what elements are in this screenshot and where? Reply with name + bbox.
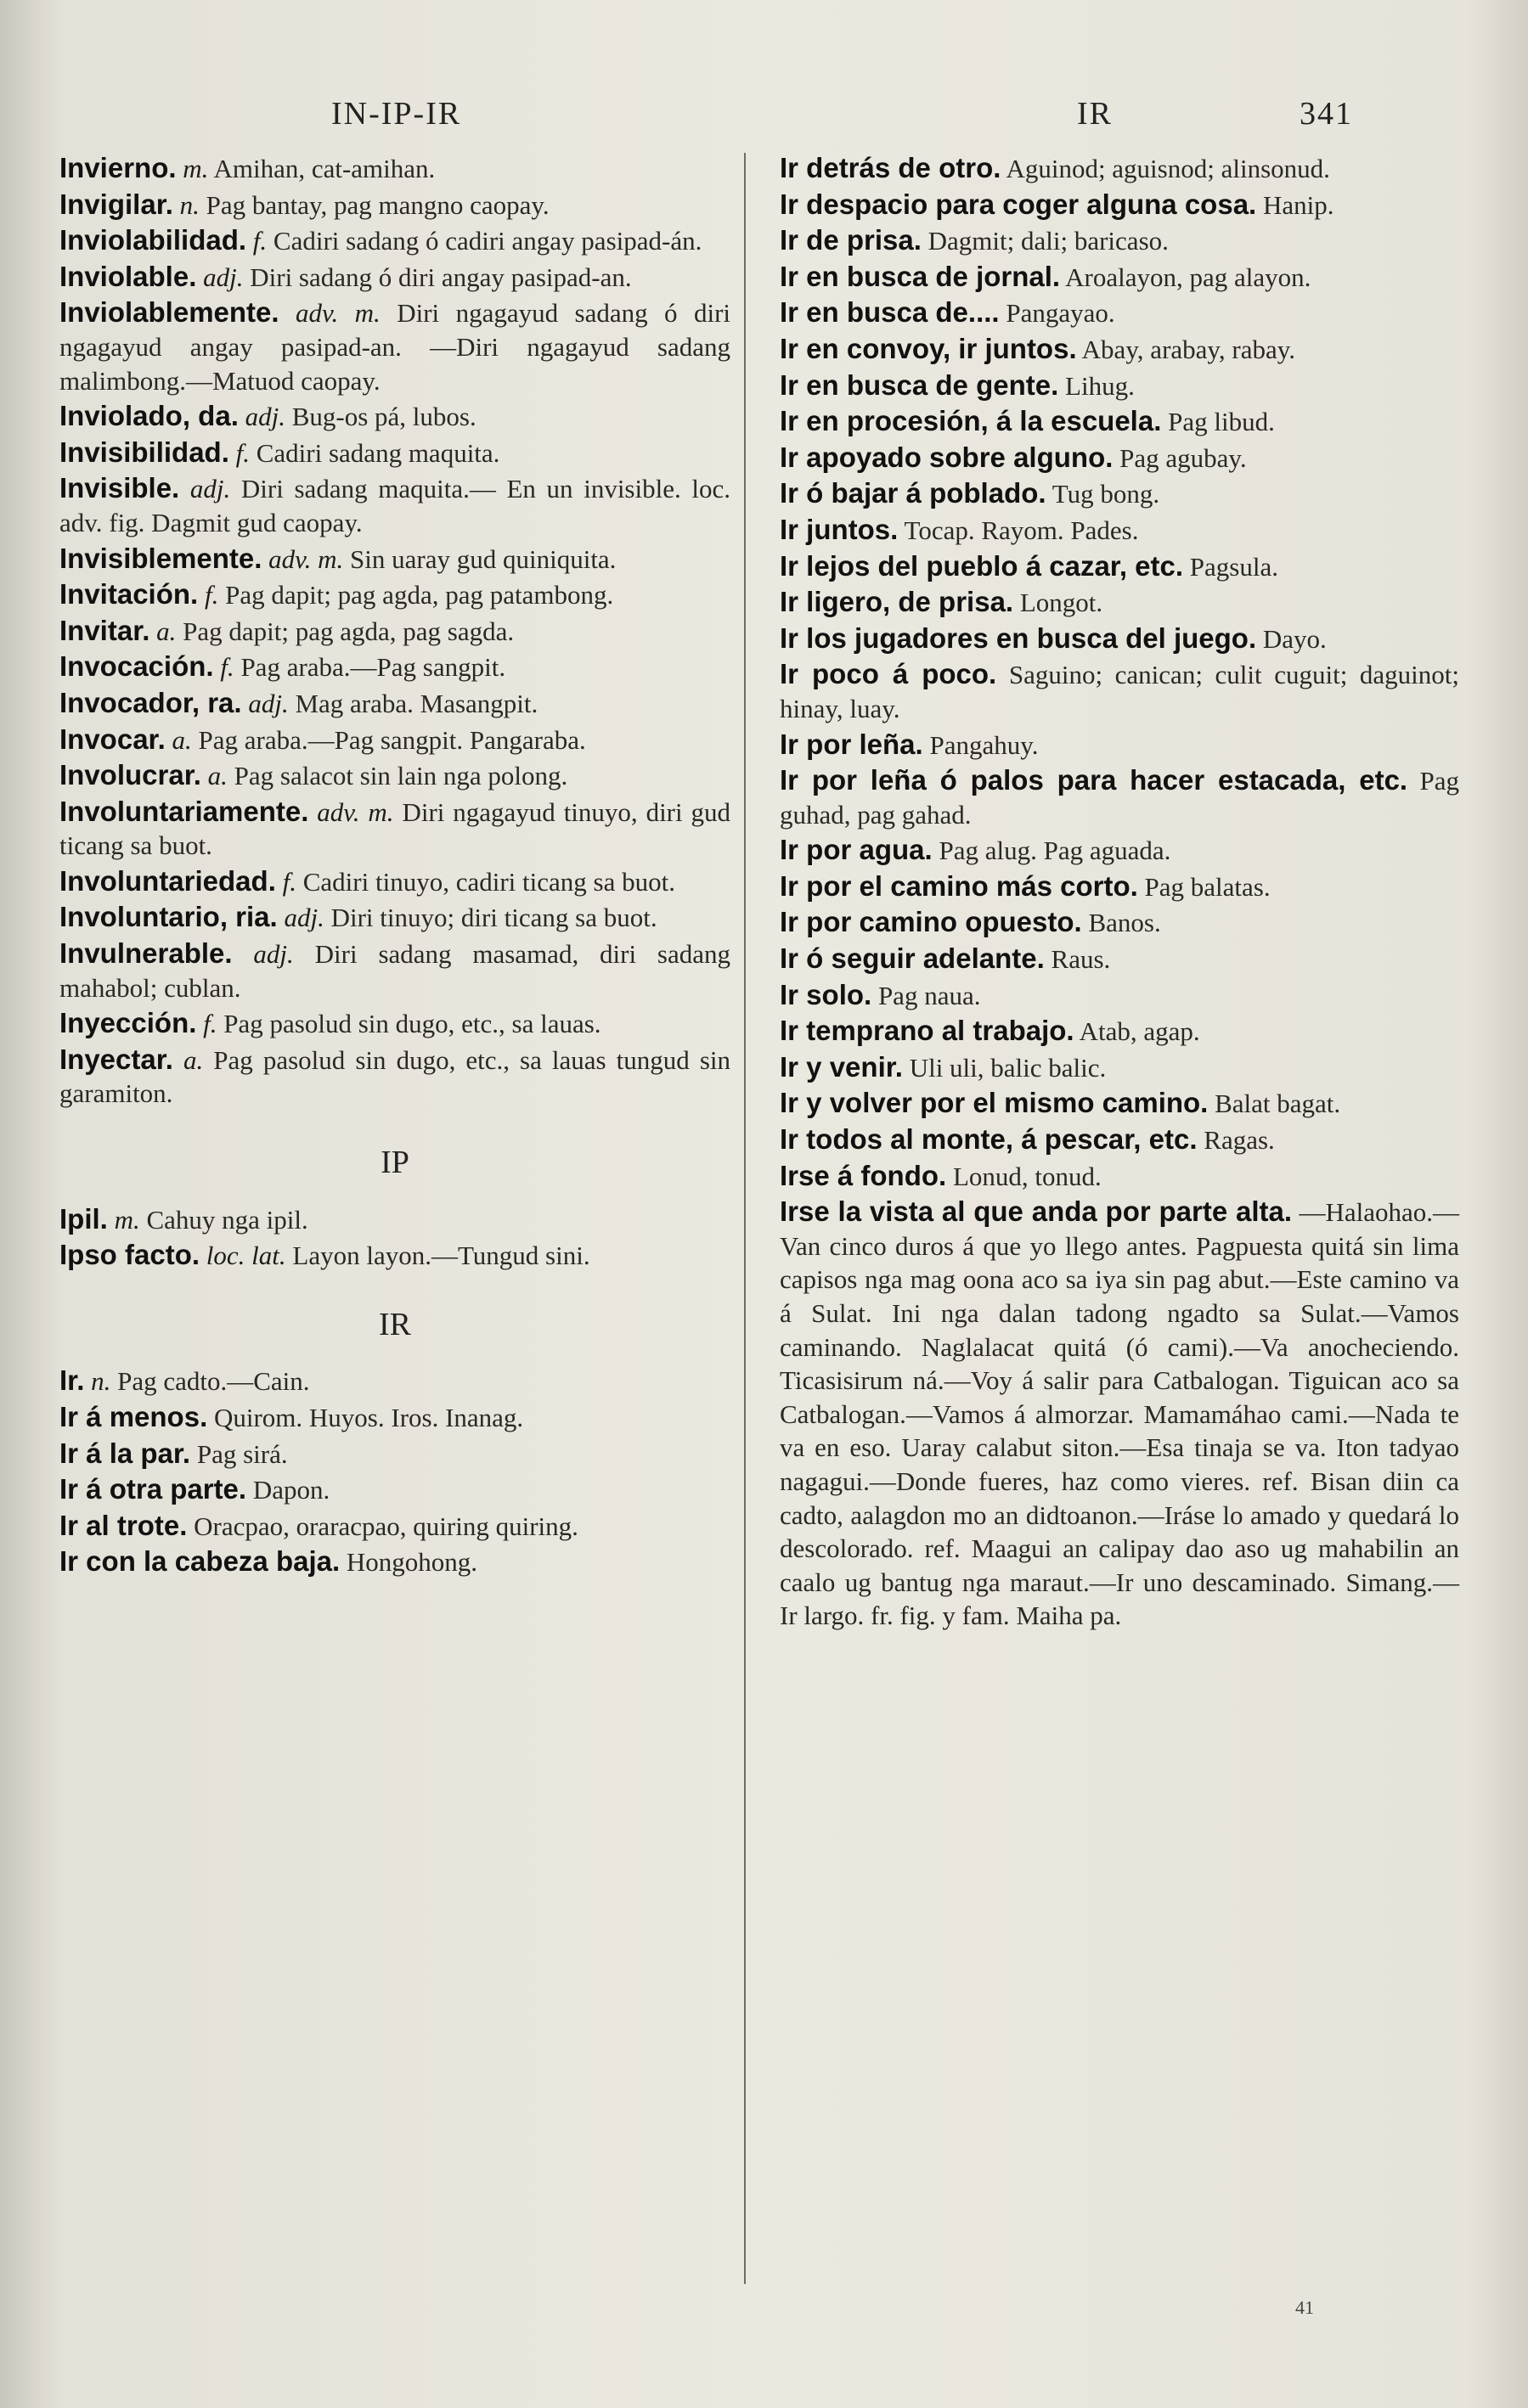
- section-heading-ip: IP: [381, 1145, 409, 1181]
- entry-definition: Raus.: [1051, 944, 1111, 975]
- entry-part-of-speech: adj.: [253, 939, 294, 970]
- entry-definition: Oracpao, oraracpao, quiring quiring.: [194, 1511, 578, 1541]
- entry-part-of-speech: adj.: [248, 688, 289, 718]
- entry-headword: Ir ligero, de prisa.: [780, 586, 1014, 618]
- entry-part-of-speech: adv. m.: [296, 298, 381, 329]
- dictionary-entry: [780, 1014, 1459, 1049]
- dictionary-entry: [780, 728, 1459, 762]
- left-column: [59, 151, 730, 1581]
- entry-definition: Pag salacot sin lain nga polong.: [234, 761, 568, 791]
- entry-definition: Cadiri sadang ó cadiri angay pasipad-án.: [273, 226, 702, 256]
- entry-headword: Ir á menos.: [59, 1401, 208, 1432]
- entry-headword: Invigilar.: [59, 188, 173, 220]
- dictionary-entry: [780, 1122, 1459, 1157]
- entry-headword: Invocador, ra.: [59, 686, 242, 718]
- entry-definition: Hongohong.: [346, 1547, 478, 1578]
- entry-definition: Pag pasolud sin dugo, etc., sa lauas tungud sin garamiton.: [59, 1044, 731, 1109]
- dictionary-entry: [59, 542, 730, 577]
- dictionary-entry: [780, 332, 1459, 367]
- entry-part-of-speech: a.: [207, 761, 228, 791]
- entry-definition: —Halaohao.—Van cinco duros á que yo llego antes. Pagpuesta quitá sin lima capisos nga mag oona aco sa iya sin pag abut.—Este camino va á Sulat. Ini nga dalan tadong ngadto sa Sulat.—Vamos caminando. Naglalacat quitá (ó cami).—Va anocheciendo. Ticasisirum ná.—Voy á salir para Catbalogan. Tiguican aco sa Catbalogan.—Vamos á almorzar. Mamamáhao cami.—Nada te va en eso. Uaray calabut siton.—Esa tinaja se va. Iton tadyao nagagui.—Donde fueres, haz como vieres. ref. Bisan diin ca cadto, aalagdon mo an didtoanon.—Iráse lo amado y quedará lo descolorado. ref. Maagui an calipay dao aso ug mahabilin an caalo ug bantug nga maraut.—Ir uno descaminado. Simang.— Ir largo. fr. fig. y fam. Maiha pa.: [780, 1197, 1460, 1631]
- dictionary-entry: [59, 223, 730, 258]
- entry-definition: Dayo.: [1262, 623, 1327, 654]
- entry-headword: Involuntariamente.: [59, 795, 309, 827]
- entry-headword: Ir por leña.: [780, 728, 923, 760]
- entry-part-of-speech: m.: [114, 1204, 140, 1235]
- entry-definition: Uli uli, balic balic.: [909, 1052, 1107, 1083]
- entry-headword: Ir con la cabeza baja.: [59, 1545, 341, 1578]
- entry-headword: Ir á la par.: [59, 1437, 191, 1469]
- entry-headword: Ir en convoy, ir juntos.: [780, 332, 1077, 364]
- entry-headword: Ir por leña ó palos para hacer estacada, etc.: [780, 764, 1408, 796]
- dictionary-entry: [780, 476, 1459, 511]
- entry-part-of-speech: f.: [204, 580, 219, 610]
- dictionary-entry: [59, 900, 730, 935]
- entry-definition: Ragas.: [1204, 1125, 1275, 1156]
- dictionary-entry: [59, 614, 730, 649]
- entry-headword: Ir apoyado sobre alguno.: [780, 441, 1114, 473]
- entry-definition: Pag dapit; pag agda, pag sagda.: [183, 616, 515, 646]
- entry-part-of-speech: a.: [156, 616, 177, 646]
- dictionary-entry: [59, 151, 730, 186]
- dictionary-entry: [780, 188, 1459, 222]
- entry-definition: Mag araba. Masangpit.: [295, 688, 538, 718]
- dictionary-entry: [780, 260, 1459, 295]
- entry-headword: Invulnerable.: [59, 937, 233, 970]
- entry-headword: Ir en procesión, á la escuela.: [780, 405, 1162, 437]
- entry-headword: Ir temprano al trabajo.: [780, 1015, 1074, 1047]
- entry-definition: Diri ngagayud sadang ó diri ngagayud angay pasipad-an. —Diri ngagayud sadang malimbong.—Matuod caopay.: [59, 298, 731, 396]
- entry-headword: Ir por agua.: [780, 834, 933, 866]
- dictionary-entry: [59, 937, 730, 1004]
- dictionary-entry: [59, 1400, 730, 1435]
- dictionary-entry: [59, 1509, 730, 1544]
- entry-definition: Tug bong.: [1052, 479, 1160, 509]
- entry-headword: Invocar.: [59, 723, 166, 755]
- left-entries-ir: [59, 1364, 730, 1579]
- entry-headword: Ir por camino opuesto.: [780, 906, 1082, 938]
- entry-definition: Dagmit; dali; baricaso.: [928, 226, 1169, 256]
- dictionary-entry: [780, 585, 1459, 620]
- entry-definition: Tocap. Rayom. Pades.: [904, 515, 1139, 545]
- dictionary-entry: [59, 260, 730, 295]
- dictionary-entry: [780, 549, 1459, 584]
- dictionary-entry: [59, 1472, 730, 1507]
- dictionary-entry: [59, 1006, 730, 1041]
- entry-part-of-speech: f.: [203, 1009, 217, 1039]
- entry-definition: Aroalayon, pag alayon.: [1065, 262, 1311, 292]
- entry-headword: Ir en busca de....: [780, 296, 1000, 329]
- entry-headword: Invitar.: [59, 614, 150, 646]
- entry-headword: Ipso facto.: [59, 1239, 200, 1271]
- dictionary-entry: [59, 577, 730, 612]
- dictionary-entry: [780, 869, 1459, 904]
- entry-part-of-speech: adj.: [245, 402, 285, 432]
- entry-headword: Inviolabilidad.: [59, 224, 247, 256]
- entry-definition: Pag balatas.: [1144, 871, 1271, 902]
- entry-headword: Ir detrás de otro.: [780, 152, 1001, 183]
- section-heading-ir: IR: [379, 1306, 411, 1342]
- entry-definition: Banos.: [1088, 908, 1161, 938]
- dictionary-entry: [59, 686, 730, 721]
- entry-headword: Ir todos al monte, á pescar, etc.: [780, 1123, 1198, 1156]
- entry-headword: Involucrar.: [59, 759, 201, 791]
- entry-definition: Pangahuy.: [929, 729, 1039, 760]
- left-entries-in: [59, 151, 730, 1111]
- entry-headword: Ir los jugadores en busca del juego.: [780, 622, 1257, 654]
- entry-headword: Irse la vista al que anda por parte alta.: [780, 1196, 1293, 1228]
- dictionary-entry: [780, 1086, 1459, 1121]
- entry-definition: Pag bantay, pag mangno caopay.: [206, 189, 550, 220]
- entry-part-of-speech: adj.: [189, 474, 231, 504]
- dictionary-entry: [59, 723, 730, 757]
- entry-part-of-speech: f.: [282, 866, 296, 897]
- entry-part-of-speech: adj.: [203, 262, 244, 292]
- entry-headword: Ir en busca de jornal.: [780, 260, 1061, 292]
- entry-headword: Involuntario, ria.: [59, 901, 278, 933]
- dictionary-entry: [59, 471, 730, 539]
- dictionary-entry: [59, 399, 730, 434]
- entry-part-of-speech: n.: [179, 189, 200, 220]
- dictionary-entry: [780, 441, 1459, 475]
- entry-headword: Inviolablemente.: [59, 296, 279, 329]
- dictionary-entry: [780, 978, 1459, 1013]
- dictionary-entry: [59, 1202, 730, 1237]
- entry-part-of-speech: a.: [172, 724, 192, 755]
- entry-definition: Diri sadang maquita.— En un invisible. loc. adv. fig. Dagmit gud caopay.: [59, 474, 731, 537]
- page-number: 341: [1300, 96, 1353, 132]
- entry-definition: Diri sadang masamad, diri sadang mahabol; cublan.: [59, 939, 731, 1003]
- entry-headword: Invisibilidad.: [59, 436, 229, 468]
- dictionary-entry: [59, 1437, 730, 1471]
- dictionary-entry: [780, 657, 1459, 725]
- entry-part-of-speech: a.: [183, 1044, 204, 1075]
- dictionary-entry: [59, 758, 730, 793]
- entry-headword: Ir en busca de gente.: [780, 369, 1059, 401]
- entry-headword: Inviolado, da.: [59, 400, 239, 432]
- entry-definition: Pag libud.: [1168, 407, 1275, 437]
- entry-definition: Cahuy nga ipil.: [146, 1204, 308, 1235]
- entry-headword: Invisiblemente.: [59, 542, 262, 574]
- entry-headword: Ipil.: [59, 1202, 108, 1235]
- entry-headword: Invitación.: [59, 578, 199, 610]
- dictionary-entry: [59, 650, 730, 684]
- entry-definition: Balat bagat.: [1215, 1089, 1341, 1119]
- entry-definition: Pag dapit; pag agda, pag patambong.: [225, 580, 614, 610]
- entry-definition: Longot.: [1019, 588, 1103, 618]
- entry-headword: Irse á fondo.: [780, 1159, 947, 1191]
- signature-mark: 41: [1295, 2297, 1314, 2318]
- entry-headword: Ir despacio para coger alguna cosa.: [780, 188, 1257, 220]
- entry-headword: Ir.: [59, 1364, 85, 1397]
- entry-definition: Amihan, cat-amihan.: [213, 154, 436, 183]
- dictionary-entry: [780, 763, 1459, 831]
- dictionary-entry: [780, 223, 1459, 258]
- entry-headword: Ir lejos del pueblo á cazar, etc.: [780, 549, 1184, 582]
- dictionary-entry: [59, 1238, 730, 1273]
- dictionary-entry: [59, 1043, 730, 1111]
- entry-definition: Sin uaray gud quiniquita.: [350, 543, 617, 574]
- entry-definition: Pag alug. Pag aguada.: [939, 835, 1171, 866]
- dictionary-entry: [780, 1159, 1459, 1194]
- entry-definition: Cadiri sadang maquita.: [256, 437, 500, 468]
- dictionary-entry: [780, 905, 1459, 940]
- entry-definition: Pag guhad, pag gahad.: [780, 766, 1460, 830]
- entry-headword: Ir ó seguir adelante.: [780, 942, 1045, 975]
- entry-part-of-speech: adj.: [284, 903, 324, 933]
- entry-definition: Pag naua.: [877, 980, 981, 1010]
- dictionary-entry: [59, 1544, 730, 1579]
- entry-headword: Inyectar.: [59, 1043, 173, 1075]
- entry-definition: Cadiri tinuyo, cadiri ticang sa buot.: [302, 866, 675, 897]
- entry-definition: Diri sadang ó diri angay pasipad-an.: [250, 262, 632, 292]
- entry-headword: Inyección.: [59, 1007, 197, 1039]
- dictionary-entry: [780, 622, 1459, 656]
- entry-part-of-speech: f.: [235, 437, 250, 468]
- dictionary-entry: [780, 833, 1459, 868]
- left-entries-ip: [59, 1202, 730, 1273]
- entry-definition: Pagsula.: [1189, 551, 1278, 582]
- entry-headword: Invierno.: [59, 152, 177, 183]
- entry-part-of-speech: f.: [252, 226, 268, 256]
- entry-part-of-speech: adv. m.: [268, 543, 344, 574]
- entry-definition: Lihug.: [1065, 370, 1135, 401]
- entry-headword: Ir poco á poco.: [780, 658, 997, 690]
- dictionary-entry: [59, 1364, 730, 1398]
- dictionary-entry: [780, 1050, 1459, 1085]
- column-divider: [744, 153, 746, 2284]
- entry-headword: Ir á otra parte.: [59, 1473, 247, 1505]
- dictionary-entry: [780, 513, 1459, 548]
- entry-headword: Ir y volver por el mismo camino.: [780, 1087, 1209, 1119]
- entry-definition: Abay, arabay, rabay.: [1081, 334, 1295, 364]
- entry-definition: Quirom. Huyos. Iros. Inanag.: [213, 1403, 524, 1432]
- dictionary-entry: [780, 151, 1459, 186]
- dictionary-entry: [59, 795, 730, 863]
- entry-headword: Ir al trote.: [59, 1509, 188, 1541]
- entry-definition: Hanip.: [1262, 189, 1334, 220]
- entry-part-of-speech: loc. lat.: [206, 1241, 286, 1271]
- entry-part-of-speech: m.: [183, 154, 209, 183]
- entry-definition: Layon layon.—Tungud sini.: [292, 1241, 590, 1271]
- dictionary-entry: [780, 404, 1459, 439]
- entry-definition: Pag araba.—Pag sangpit.: [240, 652, 506, 683]
- entry-headword: Inviolable.: [59, 260, 197, 292]
- entry-definition: Pag araba.—Pag sangpit. Pangaraba.: [198, 724, 586, 755]
- entry-definition: Pag agubay.: [1119, 442, 1247, 473]
- entry-headword: Ir ó bajar á poblado.: [780, 477, 1046, 509]
- dictionary-entry: [780, 1195, 1459, 1633]
- entry-headword: Invocación.: [59, 650, 214, 683]
- right-column: [780, 151, 1459, 1634]
- entry-definition: Bug-os pá, lubos.: [291, 402, 476, 432]
- entry-definition: Pag sirá.: [196, 1438, 288, 1469]
- dictionary-entry: [780, 369, 1459, 403]
- entry-definition: Pag cadto.—Cain.: [117, 1366, 310, 1397]
- entry-part-of-speech: f.: [220, 652, 234, 683]
- entry-definition: Aguinod; aguisnod; alinsonud.: [1006, 154, 1330, 183]
- dictionary-entry: [780, 295, 1459, 330]
- dictionary-entry: [59, 864, 730, 899]
- dictionary-entry: [59, 295, 730, 397]
- running-head-left: IN-IP-IR: [331, 96, 462, 132]
- entry-definition: Lonud, tonud.: [952, 1161, 1102, 1191]
- entry-definition: Pangayao.: [1006, 298, 1115, 329]
- entry-part-of-speech: adv. m.: [317, 796, 394, 827]
- running-head-center: IR: [1077, 96, 1113, 132]
- entry-definition: Pag pasolud sin dugo, etc., sa lauas.: [223, 1009, 601, 1039]
- entry-headword: Involuntariedad.: [59, 864, 276, 897]
- dictionary-entry: [59, 188, 730, 222]
- dictionary-entry: [59, 436, 730, 470]
- entry-headword: Ir solo.: [780, 978, 872, 1010]
- entry-definition: Dapon.: [252, 1475, 330, 1505]
- entry-headword: Ir de prisa.: [780, 224, 922, 256]
- entry-definition: Saguino; canican; culit cuguit; daguinot; hinay, luay.: [780, 660, 1460, 723]
- entry-headword: Ir por el camino más corto.: [780, 869, 1138, 902]
- entry-headword: Invisible.: [59, 472, 180, 504]
- entry-definition: Diri tinuyo; diri ticang sa buot.: [330, 903, 657, 933]
- dictionary-entry: [780, 942, 1459, 976]
- entry-definition: Diri ngagayud tinuyo, diri gud ticang sa buot.: [59, 796, 731, 861]
- entry-headword: Ir juntos.: [780, 513, 899, 545]
- entry-part-of-speech: n.: [91, 1366, 111, 1397]
- entry-definition: Atab, agap.: [1079, 1016, 1200, 1047]
- entry-headword: Ir y venir.: [780, 1050, 903, 1083]
